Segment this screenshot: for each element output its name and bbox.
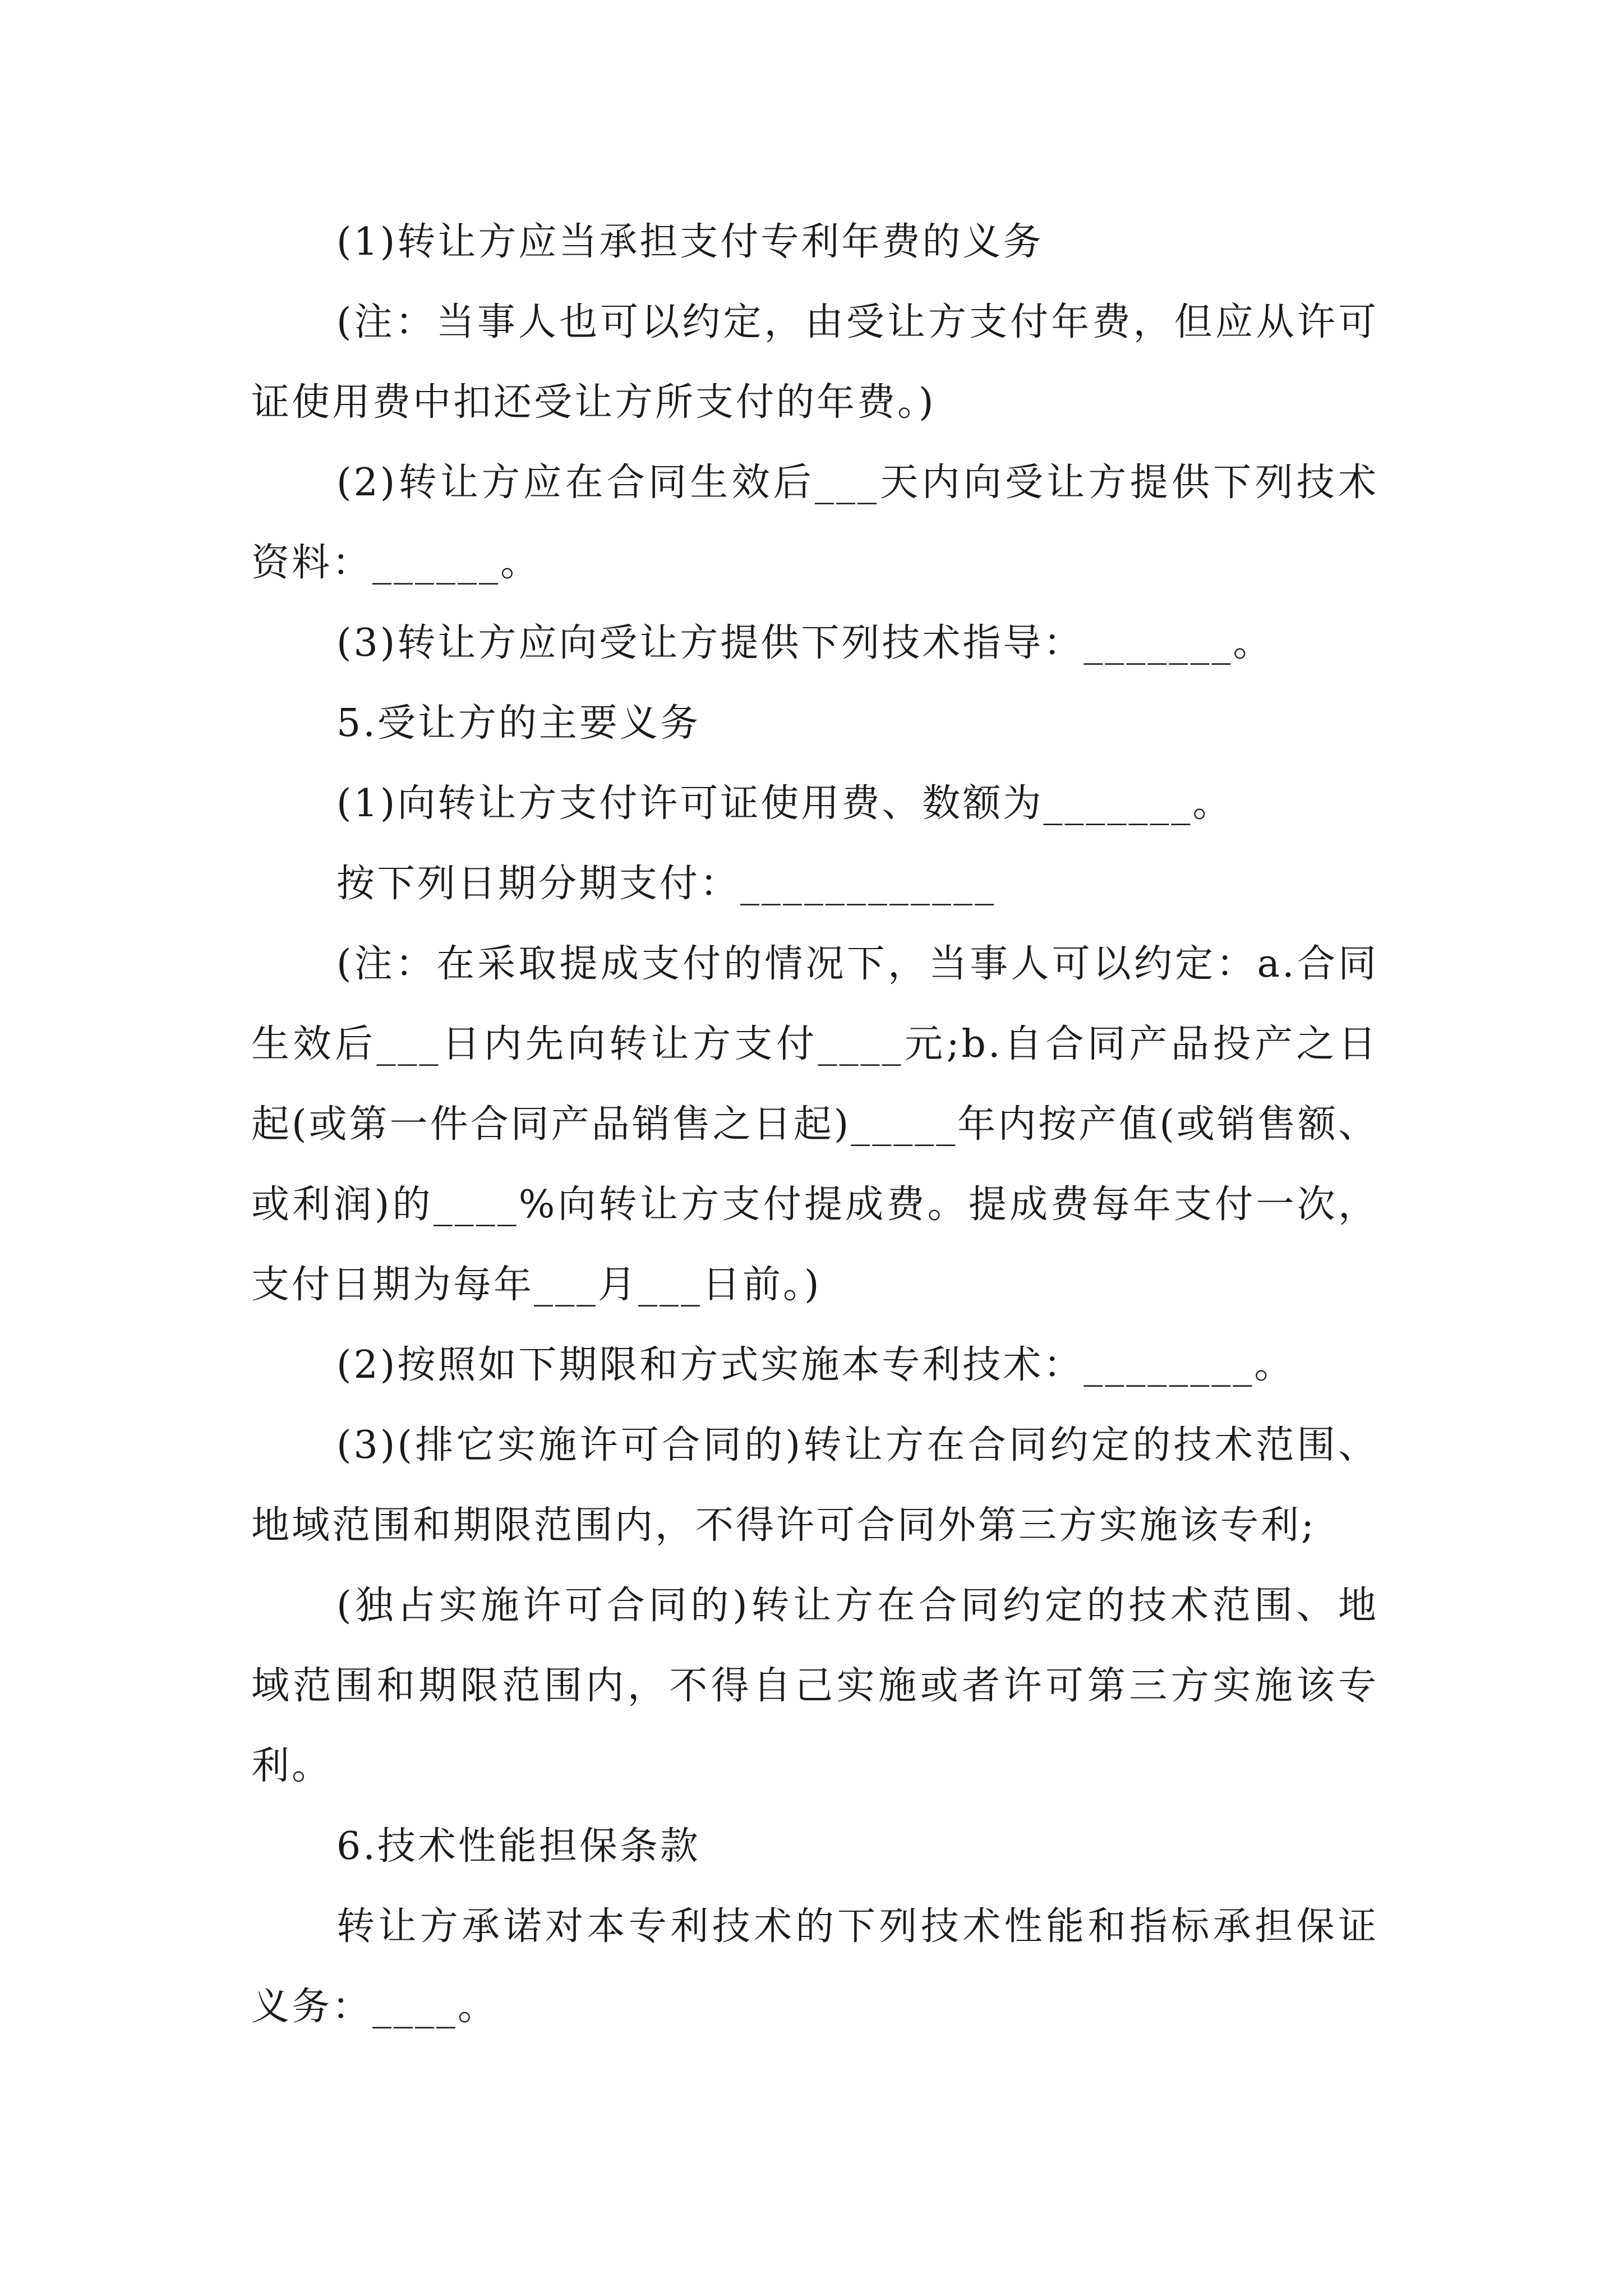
clause-installment-dates: 按下列日期分期支付：____________ bbox=[336, 862, 997, 906]
clause-technical-materials: (2)转让方应在合同生效后___天内向受让方提供下列技术资料：______。 bbox=[251, 461, 1378, 585]
section-heading-performance-guarantee: 6.技术性能担保条款 bbox=[336, 1824, 700, 1869]
clause-technical-guidance: (3)转让方应向受让方提供下列技术指导：_______。 bbox=[336, 621, 1274, 665]
note-annual-fee: (注：当事人也可以约定，由受让方支付年费，但应从许可证使用费中扣还受让方所支付的年费。) bbox=[251, 300, 1378, 425]
clause-performance-guarantee: 转让方承诺对本专利技术的下列技术性能和指标承担保证义务：____。 bbox=[251, 1904, 1378, 2029]
note-royalty-payment: (注：在采取提成支付的情况下，当事人可以约定：a.合同生效后___日内先向转让方支付____元;b.自合同产品投产之日起(或第一件合同产品销售之日起)_____年内按产值(或销售额、或利润)的____%向转让方支付提成费。提成费每年支付一次，支付日期为每年___月___日前。) bbox=[251, 942, 1378, 1307]
document-body bbox=[251, 202, 1378, 2047]
clause-transferor-annual-fee: (1)转让方应当承担支付专利年费的义务 bbox=[336, 220, 1044, 264]
clause-sole-license: (独占实施许可合同的)转让方在合同约定的技术范围、地域范围和期限范围内，不得自己实施或者许可第三方实施该专利。 bbox=[251, 1584, 1378, 1788]
clause-exclusive-license: (3)(排它实施许可合同的)转让方在合同约定的技术范围、地域范围和期限范围内，不得许可合同外第三方实施该专利; bbox=[251, 1423, 1378, 1548]
clause-license-fee-amount: (1)向转让方支付许可证使用费、数额为_______。 bbox=[336, 781, 1233, 826]
section-heading-licensee-duties: 5.受让方的主要义务 bbox=[336, 701, 700, 746]
clause-implementation-terms: (2)按照如下期限和方式实施本专利技术：________。 bbox=[336, 1343, 1295, 1387]
